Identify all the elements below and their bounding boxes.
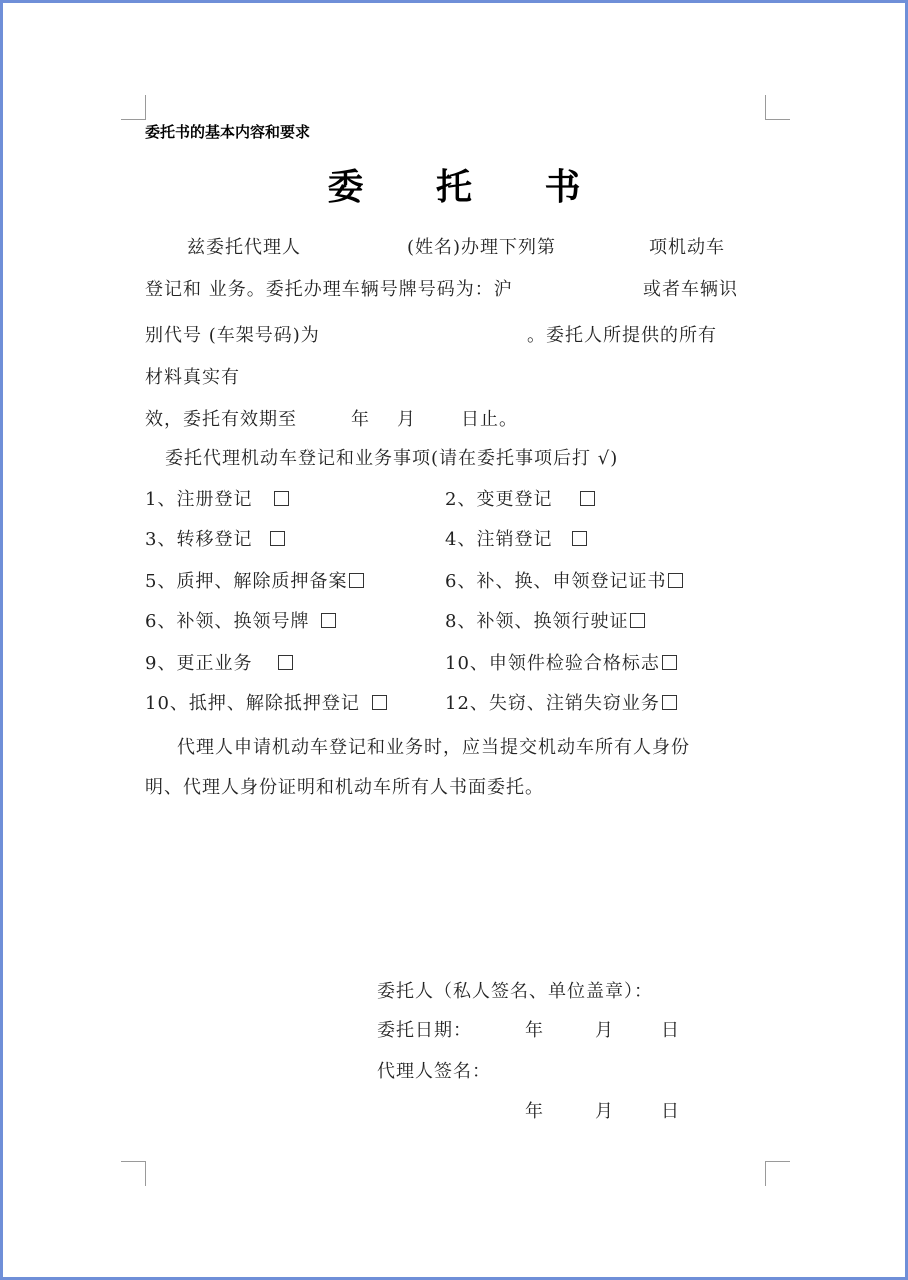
item-right-4[interactable]: 8、补领、换领行驶证	[445, 607, 645, 633]
para-line4: 材料真实有	[145, 367, 240, 388]
item-right-2[interactable]: 4、注销登记	[445, 525, 587, 551]
entrust-date-label: 委托日期：	[377, 1020, 472, 1041]
section-heading: 委托书的基本内容和要求	[145, 123, 311, 141]
checkbox[interactable]	[662, 655, 677, 670]
principal-signature-label: 委托人（私人签名、单位盖章）：	[377, 981, 653, 1002]
entrust-date-day: 日	[661, 1020, 680, 1041]
note-line2: 明、代理人身份证明和机动车所有人书面委托。	[145, 777, 544, 798]
item-left-2[interactable]: 3、转移登记	[145, 525, 285, 551]
para-line5-day: 日止。	[461, 409, 518, 430]
item-right-1[interactable]: 2、变更登记	[445, 485, 595, 511]
item-left-3[interactable]: 5、质押、解除质押备案	[145, 567, 364, 593]
item-left-5[interactable]: 9、更正业务	[145, 649, 293, 675]
item-right-3[interactable]: 6、补、换、申领登记证书	[445, 567, 683, 593]
agent-signature-label: 代理人签名：	[377, 1061, 491, 1082]
item-right-5[interactable]: 10、申领件检验合格标志	[445, 649, 677, 675]
entrust-date-year: 年	[525, 1020, 544, 1041]
para-line3-b: 。委托人所提供的所有	[527, 325, 717, 346]
document-title: 委 托 书	[327, 166, 611, 208]
agent-date-year: 年	[525, 1101, 544, 1122]
para-line1-c: 项机动车	[649, 237, 725, 258]
crop-mark-top-right	[765, 95, 790, 120]
para-line2-a: 登记和 业务。委托办理车辆号牌号码为：沪	[145, 279, 513, 300]
checkbox[interactable]	[278, 655, 293, 670]
checkbox[interactable]	[349, 573, 364, 588]
checkbox[interactable]	[668, 573, 683, 588]
crop-mark-top-left	[121, 95, 146, 120]
checkbox[interactable]	[321, 613, 336, 628]
para-line5-month: 月	[397, 409, 416, 430]
para-line2-b: 或者车辆识	[643, 279, 738, 300]
item-right-6[interactable]: 12、失窃、注销失窃业务	[445, 689, 677, 715]
para-line3-a: 别代号 (车架号码)为	[145, 325, 320, 346]
para-line5-year: 年	[351, 409, 370, 430]
checkbox[interactable]	[274, 491, 289, 506]
checkbox[interactable]	[662, 695, 677, 710]
item-left-6[interactable]: 10、抵押、解除抵押登记	[145, 689, 387, 715]
checkbox[interactable]	[270, 531, 285, 546]
checkbox[interactable]	[630, 613, 645, 628]
item-left-4[interactable]: 6、补领、换领号牌	[145, 607, 336, 633]
para-line1-a: 兹委托代理人	[187, 237, 301, 258]
item-left-1[interactable]: 1、注册登记	[145, 485, 289, 511]
para-line1-b: (姓名)办理下列第	[407, 237, 557, 258]
agent-date-month: 月	[595, 1101, 614, 1122]
note-line1: 代理人申请机动车登记和业务时，应当提交机动车所有人身份	[177, 737, 690, 758]
items-intro: 委托代理机动车登记和业务事项(请在委托事项后打 √)	[165, 448, 619, 469]
agent-date-day: 日	[661, 1101, 680, 1122]
crop-mark-bottom-right	[765, 1161, 790, 1186]
entrust-date-month: 月	[595, 1020, 614, 1041]
checkbox[interactable]	[580, 491, 595, 506]
checkbox[interactable]	[372, 695, 387, 710]
para-line5-a: 效，委托有效期至	[145, 409, 297, 430]
crop-mark-bottom-left	[121, 1161, 146, 1186]
checkbox[interactable]	[572, 531, 587, 546]
